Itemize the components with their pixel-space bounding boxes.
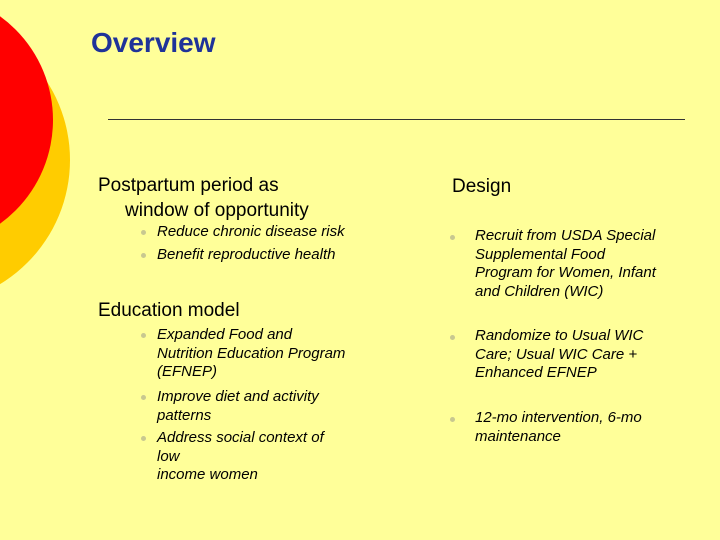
list-item-reduce-risk: Reduce chronic disease risk [157,223,345,240]
list-item-efnep-line1: Expanded Food and [157,326,293,343]
list-item-randomize-line2: Care; Usual WIC Care + [475,345,638,363]
list-item-efnep-line3: (EFNEP) [157,363,217,380]
postpartum-heading-line2: window of opportunity [125,200,309,221]
title-divider [108,119,685,120]
education-model-heading: Education model [98,300,240,321]
decorative-circles [0,0,80,300]
bullet-icon [450,417,455,422]
bullet-icon [141,436,146,441]
list-item-social-line1: Address social context of [157,429,324,446]
bullet-icon [141,230,146,235]
list-item-benefit-health: Benefit reproductive health [157,246,336,263]
slide-title: Overview [91,27,216,58]
postpartum-heading-line1: Postpartum period as [98,175,279,196]
list-item-randomize-line3: Enhanced EFNEP [475,364,597,381]
list-item-diet-line2: patterns [157,406,212,424]
list-item-randomize-line1: Randomize to Usual WIC [475,327,644,344]
list-item-recruit-line4: and Children (WIC) [475,282,604,300]
list-item-intervention-line2: maintenance [475,427,561,445]
list-item-recruit-line1: Recruit from USDA Special [475,227,656,244]
list-item-recruit-line3: Program for Women, Infant [475,264,656,281]
bullet-icon [450,335,455,340]
list-item-intervention-line1: 12-mo intervention, 6-mo [475,409,642,426]
design-heading: Design [452,176,512,197]
bullet-icon [141,333,146,338]
bullet-icon [141,253,146,258]
bullet-icon [450,235,455,240]
list-item-social-line3: income women [157,466,258,483]
list-item-social-line2: low [157,447,180,465]
list-item-efnep-line2: Nutrition Education Program [157,344,346,362]
bullet-icon [141,395,146,400]
list-item-recruit-line2: Supplemental Food [475,245,606,263]
list-item-diet-line1: Improve diet and activity [157,388,319,405]
